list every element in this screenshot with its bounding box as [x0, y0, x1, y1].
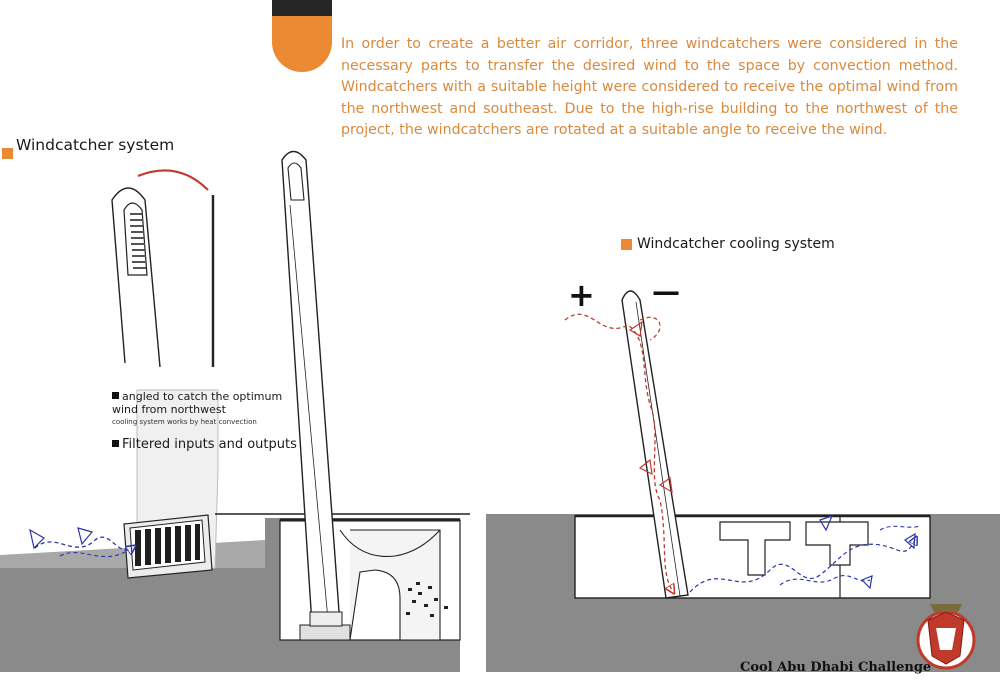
left-heading: Windcatcher system [16, 136, 175, 154]
windcatcher-detail [112, 170, 213, 367]
wind-arrow-head-2 [78, 528, 92, 544]
plus-sign: + [568, 276, 595, 314]
bullet-icon [112, 392, 119, 399]
right-heading-marker [621, 239, 632, 250]
note-convection: cooling system works by heat convection [112, 418, 257, 426]
filter-grille [124, 515, 212, 578]
note-filtered-text: Filtered inputs and outputs [122, 437, 297, 452]
incoming-wind-path [35, 537, 132, 550]
bullet-icon [112, 440, 119, 447]
minus-sign: — [652, 275, 680, 308]
note-angle-line2: wind from northwest [112, 403, 226, 416]
left-ground [0, 568, 265, 672]
intro-paragraph: In order to create a better air corridor, three windcatchers were considered in the necessary parts to transfer the desired wind to the space by convection method. Windcatchers with a suitable height were considered to receive the optimal wind from the northwest and southeast. Due to the high-rise building to the northwest of the project, the windcatchers are rotated at a suitable angle to receive the wind. [341, 36, 958, 139]
left-heading-marker [2, 148, 13, 159]
right-scene [486, 291, 1000, 672]
right-heading: Windcatcher cooling system [637, 236, 835, 252]
wind-arrow-head-1 [30, 530, 44, 548]
note-angle [112, 390, 282, 416]
note-filtered [112, 437, 297, 452]
credit-text: Cool Abu Dhabi Challenge [740, 660, 932, 675]
note-angle-line1: angled to catch the optimum [122, 390, 283, 403]
